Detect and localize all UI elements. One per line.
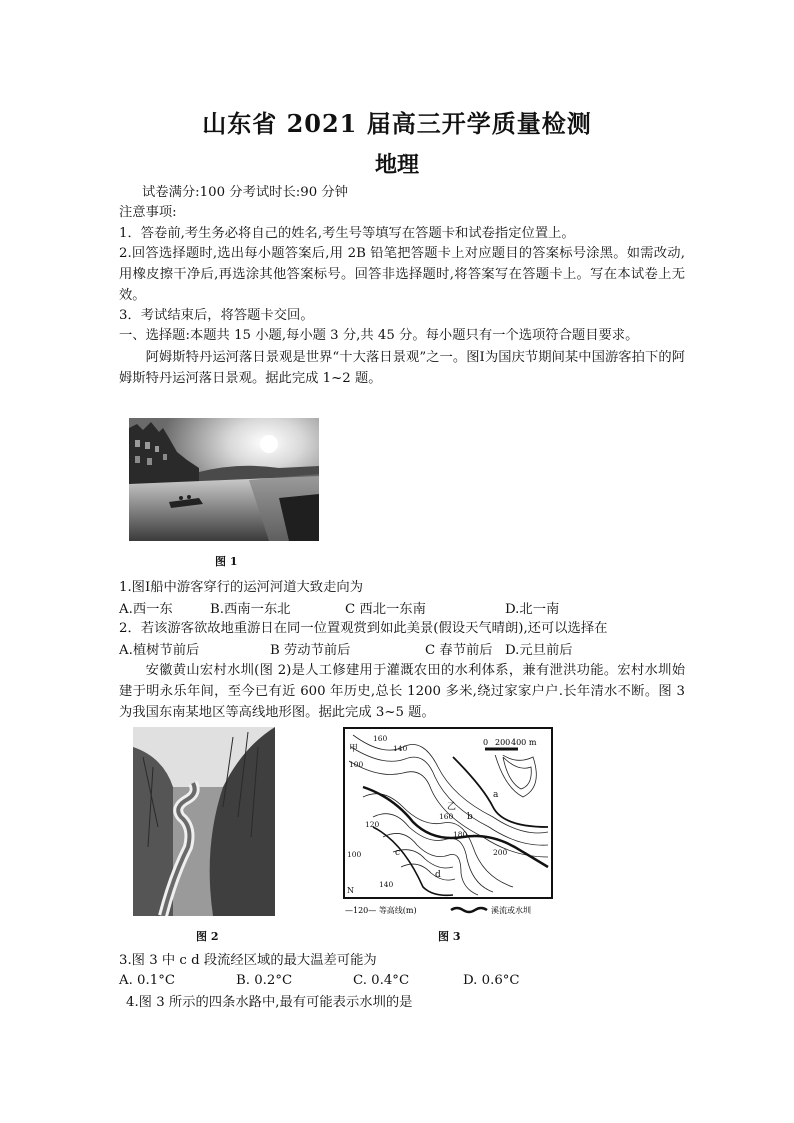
note-item: 1．答卷前,考生务必将自己的姓名,考生号等填写在答题卡和试卷指定位置上。 (119, 226, 575, 241)
q2-option-c: C 春节前后 (425, 643, 493, 658)
q3-option-c: C. 0.4°C (353, 973, 410, 988)
point-label: c (395, 848, 401, 858)
point-label: d (435, 870, 441, 880)
point-label: a (493, 790, 499, 800)
q1-option-b: B.西南一东北 (210, 602, 291, 617)
figure-3-caption: 图 3 (438, 930, 461, 943)
question-1-stem: 1.图Ⅰ船中游客穿行的运河河道大致走向为 (119, 580, 363, 595)
contour-label: 100 (349, 760, 364, 769)
exam-info: 试卷满分:100 分考试时长:90 分钟 (142, 185, 348, 200)
contour-label: 120 (365, 820, 380, 829)
contour-label: 180 (453, 830, 468, 839)
figure-1-photo (129, 418, 319, 541)
q3-option-a: A. 0.1°C (119, 973, 176, 988)
point-label: 乙 (447, 802, 457, 812)
passage-1: 阿姆斯特丹运河落日景观是世界“十大落日景观”之一。图Ⅰ为国庆节期间某中国游客拍下的阿姆斯特丹运河落日景观。据此完成 1~2 题。 (119, 350, 685, 386)
question-4-stem: 4.图 3 所示的四条水路中,最有可能表示水圳的是 (126, 995, 413, 1010)
figure-3-map (343, 727, 553, 919)
contour-label: 160 (439, 812, 454, 821)
scale-label: 400 m (511, 738, 537, 747)
figure-1-caption: 图 1 (215, 555, 238, 568)
point-label: 甲 (349, 744, 359, 754)
note-item: 2.回答选择题时,选出每小题答案后,用 2B 铅笔把答题卡上对应题目的答案标号涂黑。如需改动,用橡皮擦干净后,再选涂其他答案标号。回答非选择题时,将答案写在答题卡上。写在本试卷上无效。 (119, 246, 685, 303)
q1-option-c: C 西北一东南 (345, 602, 426, 617)
contour-label: 100 (347, 850, 362, 859)
note-item: 3．考试结束后，将答题卡交回。 (119, 308, 314, 323)
question-2-stem: 2．若该游客欲故地重游日在同一位置观赏到如此美景(假设天气晴朗),还可以选择在 (119, 621, 608, 636)
q2-option-a: A.植树节前后 (119, 643, 200, 658)
subject-title: 地理 (374, 152, 419, 178)
contour-label: 140 (379, 880, 394, 889)
question-3-stem: 3.图 3 中 c d 段流经区域的最大温差可能为 (119, 953, 377, 968)
notes-heading: 注意事项: (119, 205, 177, 220)
figure-2-caption: 图 2 (196, 930, 219, 943)
q1-option-d: D.北一南 (505, 602, 560, 617)
contour-label: 200 (493, 848, 508, 857)
scale-label: 0 (483, 738, 489, 747)
exam-title: 山东省 2021 届高三开学质量检测 (202, 109, 592, 138)
q3-option-d: D. 0.6°C (463, 973, 520, 988)
legend-stream: 溪流或水圳 (491, 906, 531, 915)
q1-option-a: A.西一东 (119, 602, 173, 617)
q3-option-b: B. 0.2°C (236, 973, 293, 988)
q2-option-b: B 劳动节前后 (270, 643, 351, 658)
passage-2: 安徽黄山宏村水圳(图 2)是人工修建用于灌溉农田的水利体系，兼有泄洪功能。宏村水圳始建于明永乐年间，至今已有近 600 年历史,总长 1200 多米,绕过家家户户.长年清水不断。图 3 为我国东南某地区等高线地形图。据此完成 3~5 题。 (119, 663, 685, 720)
q2-option-d: D.元旦前后 (505, 643, 573, 658)
legend-contour: —120— 等高线(m) (345, 906, 417, 915)
north-label: N (347, 886, 354, 895)
section-heading: 一、选择题:本题共 15 小题,每小题 3 分,共 45 分。每小题只有一个选项符合题目要求。 (119, 328, 639, 343)
figure-2-photo (133, 727, 275, 916)
scale-label: 200 (495, 738, 511, 747)
contour-label: 160 (373, 734, 388, 743)
contour-label: 140 (393, 744, 408, 753)
point-label: b (467, 812, 473, 822)
